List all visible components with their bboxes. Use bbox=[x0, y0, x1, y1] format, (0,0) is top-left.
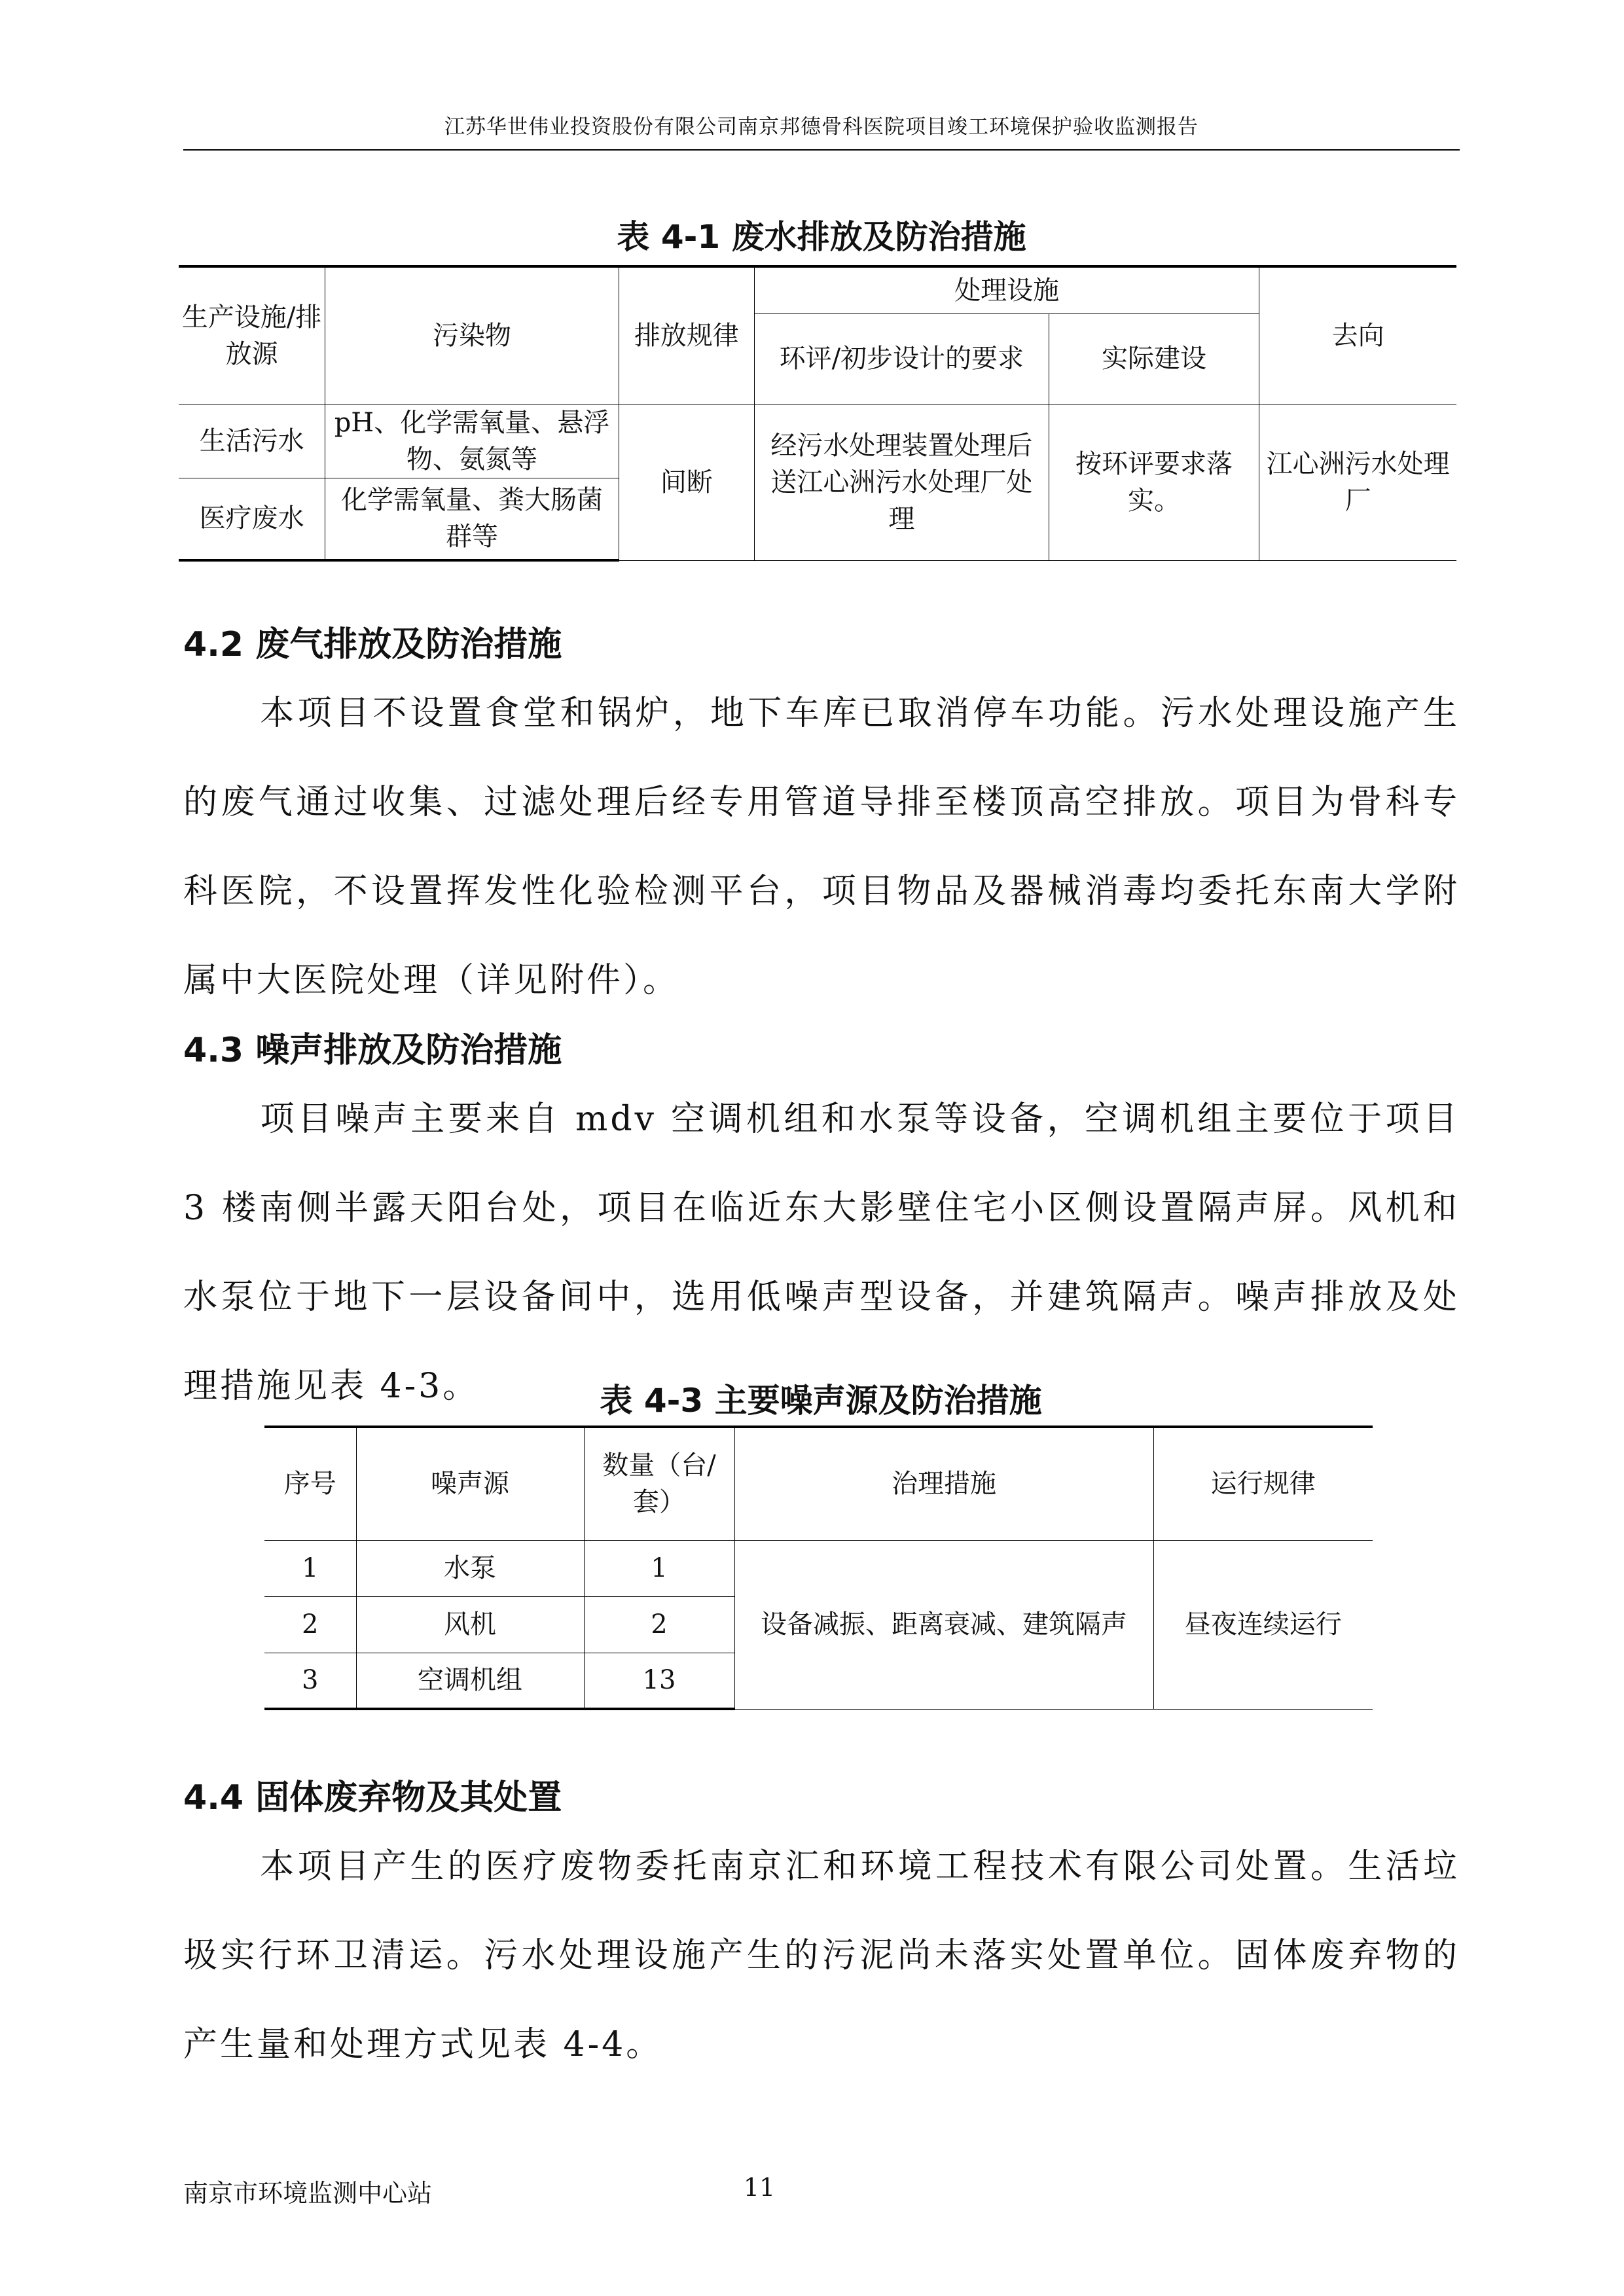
cell-pollutant: 化学需氧量、粪大肠菌群等 bbox=[325, 478, 619, 560]
th-no: 序号 bbox=[264, 1427, 356, 1540]
cell-qty: 13 bbox=[584, 1653, 734, 1709]
cell-qty: 1 bbox=[584, 1540, 734, 1596]
cell-destination: 江心洲污水处理厂 bbox=[1259, 404, 1456, 560]
th-destination: 去向 bbox=[1259, 266, 1456, 404]
section-4-2-title: 4.2 废气排放及防治措施 bbox=[183, 625, 562, 664]
cell-qty: 2 bbox=[584, 1596, 734, 1653]
cell-noise-source: 空调机组 bbox=[356, 1653, 584, 1709]
th-pattern: 排放规律 bbox=[619, 266, 754, 404]
cell-run-pattern: 昼夜连续运行 bbox=[1153, 1540, 1373, 1709]
section-4-3-title: 4.3 噪声排放及防治措施 bbox=[183, 1031, 562, 1070]
cell-pollutant: pH、化学需氧量、悬浮物、氨氮等 bbox=[325, 404, 619, 478]
th-pollutant: 污染物 bbox=[325, 266, 619, 404]
table-4-1-caption: 表 4-1 废水排放及防治措施 bbox=[617, 218, 1026, 256]
cell-actual: 按环评要求落实。 bbox=[1049, 404, 1259, 560]
page-header: 江苏华世伟业投资股份有限公司南京邦德骨科医院项目竣工环境保护验收监测报告 bbox=[444, 115, 1199, 139]
cell-eia: 经污水处理装置处理后送江心洲污水处理厂处理 bbox=[754, 404, 1049, 560]
th-facility: 处理设施 bbox=[754, 266, 1259, 314]
section-4-4-text: 本项目产生的医疗废物委托南京汇和环境工程技术有限公司处置。生活垃圾实行环卫清运。污水处理设施产生的污泥尚未落实处置单位。固体废弃物的产生量和处理方式见表 4-4。 bbox=[183, 1847, 1460, 2064]
th-noise-source: 噪声源 bbox=[356, 1427, 584, 1540]
th-actual: 实际建设 bbox=[1049, 314, 1259, 404]
cell-noise-source: 风机 bbox=[356, 1596, 584, 1653]
th-measures: 治理措施 bbox=[734, 1427, 1153, 1540]
cell-no: 2 bbox=[264, 1596, 356, 1653]
cell-source: 生活污水 bbox=[179, 404, 325, 478]
cell-no: 3 bbox=[264, 1653, 356, 1709]
section-4-2-text: 本项目不设置食堂和锅炉，地下车库已取消停车功能。污水处理设施产生的废气通过收集、过滤处理后经专用管道导排至楼顶高空排放。项目为骨科专科医院，不设置挥发性化验检测平台，项目物品及器械消毒均委托东南大学附属中大医院处理（详见附件）。 bbox=[183, 694, 1460, 1000]
table-4-3-caption: 表 4-3 主要噪声源及防治措施 bbox=[600, 1382, 1042, 1420]
th-source: 生产设施/排放源 bbox=[179, 266, 325, 404]
th-run-pattern: 运行规律 bbox=[1153, 1427, 1373, 1540]
th-qty: 数量（台/套） bbox=[584, 1427, 734, 1540]
header-rule bbox=[183, 149, 1460, 151]
section-4-2-paragraph bbox=[183, 669, 1460, 1025]
cell-source: 医疗废水 bbox=[179, 478, 325, 560]
wastewater-table bbox=[179, 265, 1456, 562]
table-row bbox=[264, 1540, 1373, 1596]
section-4-4-paragraph bbox=[183, 1822, 1460, 2089]
section-4-3-text: 项目噪声主要来自 mdv 空调机组和水泵等设备，空调机组主要位于项目 3 楼南侧半露天阳台处，项目在临近东大影壁住宅小区侧设置隔声屏。风机和水泵位于地下一层设备间中，选用低噪声型设备，并建筑隔声。噪声排放及处理措施见表 4-3。 bbox=[183, 1100, 1460, 1406]
cell-measures: 设备减振、距离衰减、建筑隔声 bbox=[734, 1540, 1153, 1709]
section-4-4-title: 4.4 固体废弃物及其处置 bbox=[183, 1778, 562, 1818]
cell-noise-source: 水泵 bbox=[356, 1540, 584, 1596]
footer-org: 南京市环境监测中心站 bbox=[183, 2179, 433, 2208]
cell-pattern: 间断 bbox=[619, 404, 754, 560]
noise-table bbox=[264, 1426, 1373, 1710]
cell-no: 1 bbox=[264, 1540, 356, 1596]
th-eia: 环评/初步设计的要求 bbox=[754, 314, 1049, 404]
page-number: 11 bbox=[743, 2173, 776, 2202]
table-row bbox=[179, 404, 1456, 478]
